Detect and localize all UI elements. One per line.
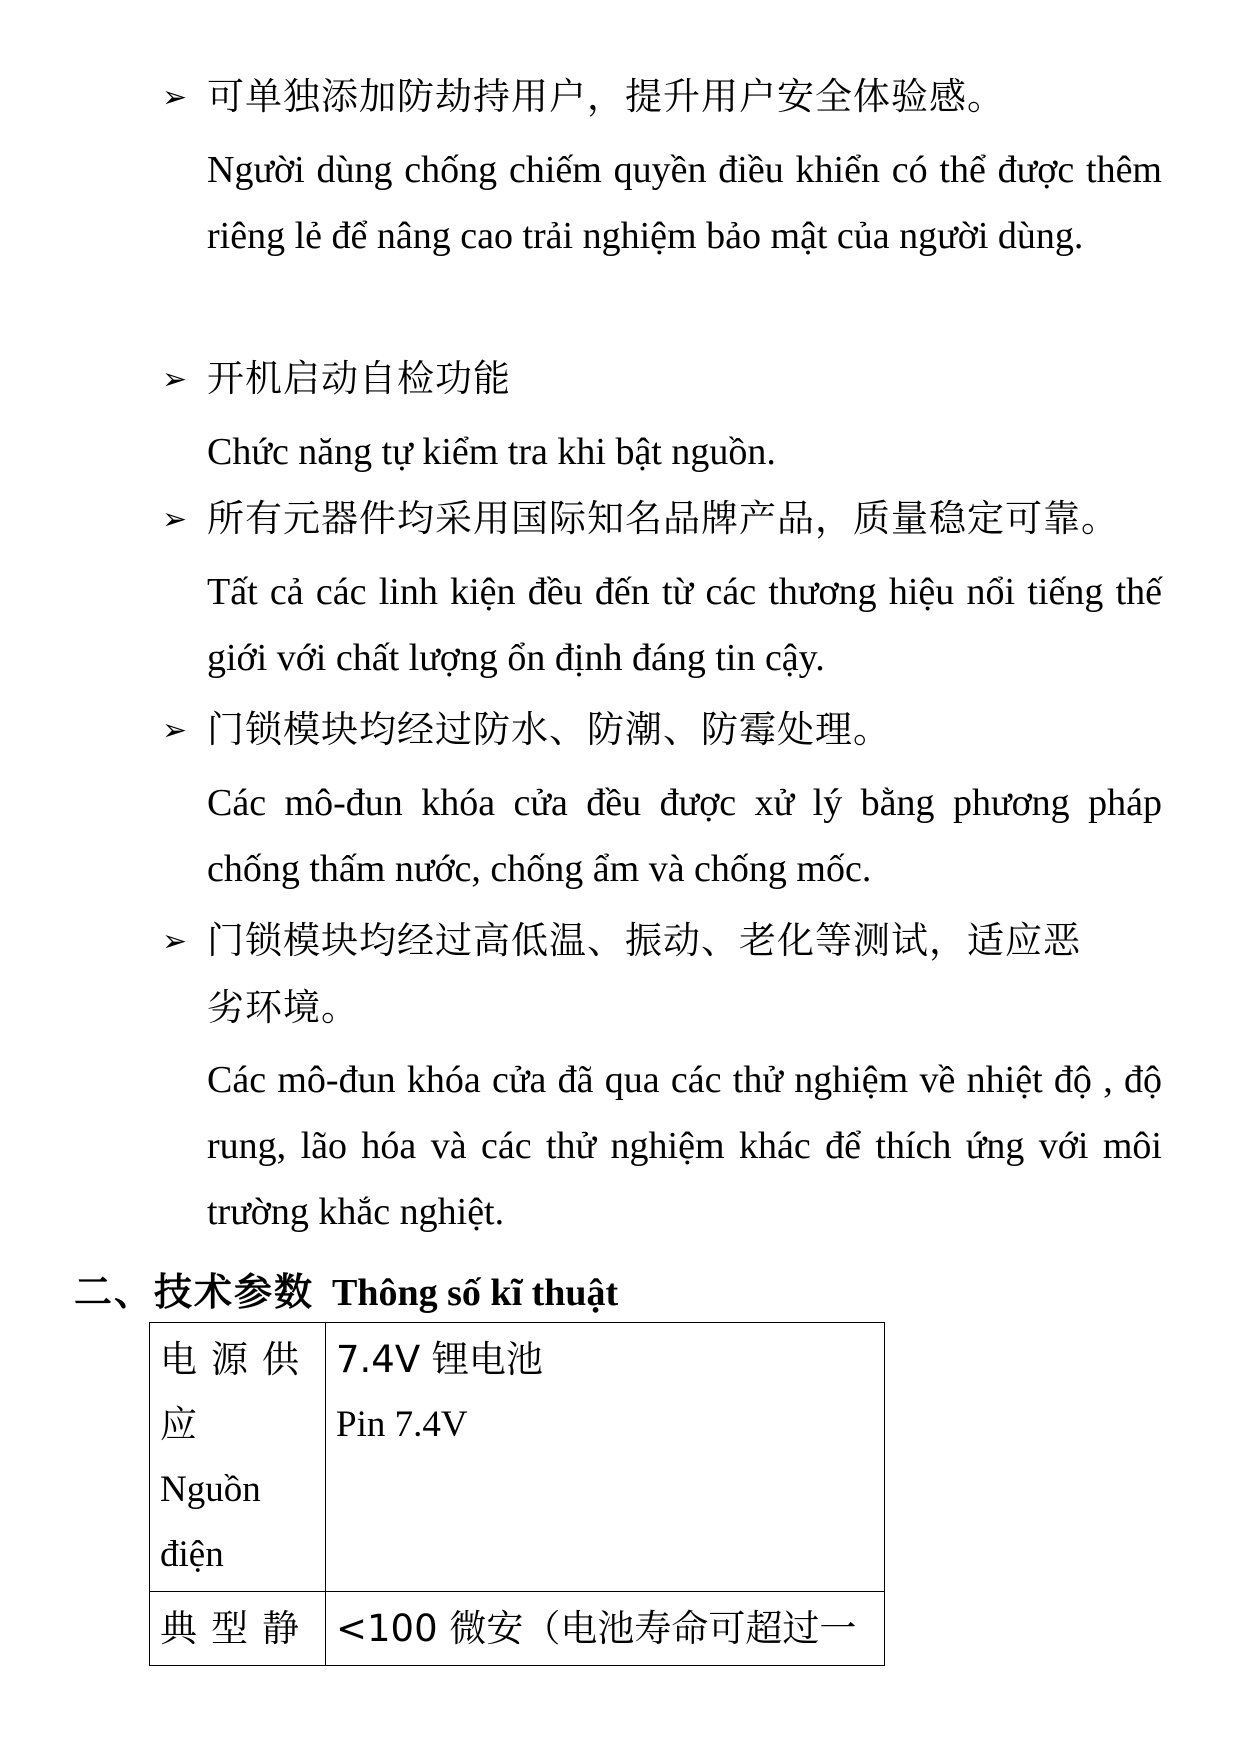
feature-heading-zh: 可单独添加防劫持用户，提升用户安全体验感。 — [207, 75, 1005, 118]
feature-heading-zh: 开机启动自检功能 — [207, 357, 511, 400]
feature-description-vi: Các mô-đun khóa cửa đều được xử lý bằng phương pháp chống thấm nước, chống ẩm và chống mốc. — [207, 782, 1162, 890]
arrow-bullet-icon: ➢ — [162, 713, 188, 748]
feature-description-vi: Chức năng tự kiểm tra khi bật nguồn. — [207, 431, 776, 473]
feature-heading-zh-continued: 劣环境。 — [207, 986, 359, 1029]
table-row — [150, 1592, 885, 1666]
feature-item — [162, 486, 1162, 691]
parameter-label-cell — [150, 1323, 326, 1592]
feature-heading-zh: 门锁模块均经过高低温、振动、老化等测试，适应恶 — [207, 919, 1081, 962]
feature-heading-zh: 门锁模块均经过防水、防潮、防霉处理。 — [207, 708, 891, 751]
feature-item — [162, 697, 1162, 902]
feature-heading — [162, 64, 1162, 131]
technical-parameters-table — [149, 1322, 885, 1666]
parameter-value-zh: <100 微安（电池寿命可超过一 — [336, 1607, 857, 1650]
table-row — [150, 1323, 885, 1592]
parameter-label-vi: Nguồn — [160, 1469, 261, 1510]
arrow-bullet-icon: ➢ — [162, 80, 188, 115]
feature-description-vi: Người dùng chống chiếm quyền điều khiển có thể được thêm riêng lẻ để nâng cao trải nghiệm bảo mật của người dùng. — [207, 149, 1162, 257]
feature-heading — [162, 346, 1162, 413]
parameter-label-vi: điện — [160, 1534, 224, 1575]
feature-heading — [162, 486, 1162, 553]
parameter-label-zh: 典型静 — [160, 1607, 313, 1650]
feature-item — [162, 346, 1162, 485]
parameter-label-zh: 应 — [160, 1403, 211, 1446]
parameter-value-cell — [326, 1323, 885, 1592]
arrow-bullet-icon: ➢ — [162, 362, 188, 397]
feature-description-vi: Tất cả các linh kiện đều đến từ các thương hiệu nổi tiếng thế giới với chất lượng ổn định đáng tin cậy. — [207, 571, 1162, 679]
feature-item — [162, 908, 1162, 1245]
parameter-label-zh: 电源供 — [160, 1338, 313, 1381]
parameter-value-cell — [326, 1592, 885, 1666]
feature-heading-zh: 所有元器件均采用国际知名品牌产品，质量稳定可靠。 — [207, 497, 1119, 540]
feature-item — [162, 64, 1162, 269]
feature-description-vi: Các mô-đun khóa cửa đã qua các thử nghiệm về nhiệt độ , độ rung, lão hóa và các thử nghiệm khác để thích ứng với môi trường khắc nghiệt. — [207, 1059, 1162, 1233]
section-heading — [74, 1262, 618, 1323]
arrow-bullet-icon: ➢ — [162, 924, 188, 959]
section-number: 二、 — [74, 1270, 155, 1314]
parameter-label-cell — [150, 1592, 326, 1666]
parameter-value-zh: 7.4V 锂电池 — [336, 1338, 543, 1381]
arrow-bullet-icon: ➢ — [162, 502, 188, 537]
section-title-zh: 技术参数 — [154, 1270, 315, 1314]
feature-heading — [162, 697, 1162, 764]
parameter-value-vi: Pin 7.4V — [336, 1404, 468, 1445]
feature-heading — [162, 908, 1162, 975]
section-title-vi: Thông số kĩ thuật — [332, 1272, 619, 1314]
